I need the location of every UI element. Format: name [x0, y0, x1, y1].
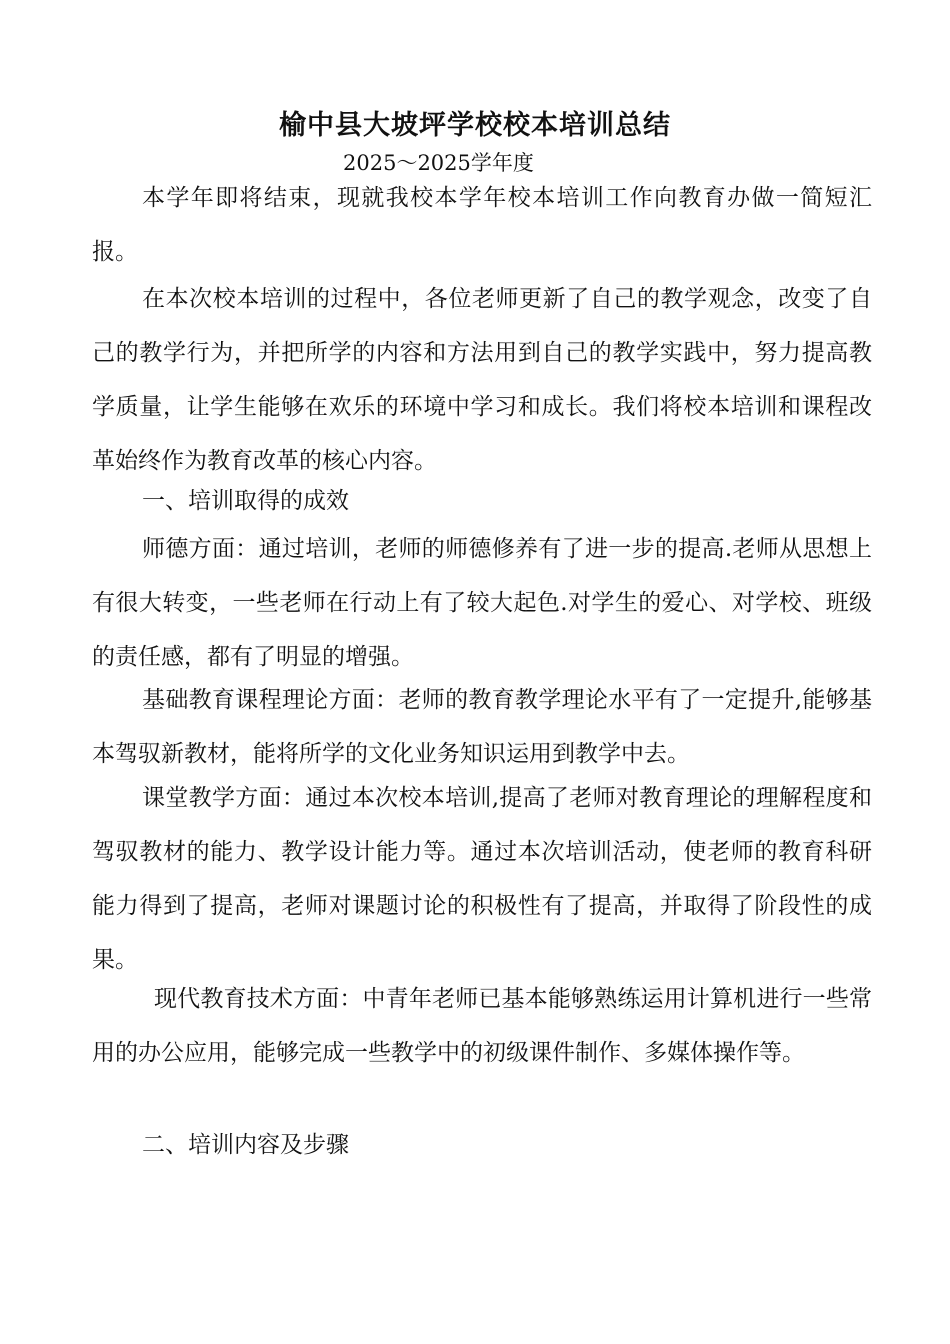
document-title: 榆中县大坡坪学校校本培训总结: [279, 110, 671, 141]
classroom-teaching-paragraph: 课堂教学方面：通过本次校本培训,提高了老师对教育理论的理解程度和驾驭教材的能力、教学设计能力等。通过本次培训活动，使老师的教育科研能力得到了提高，老师对课题讨论的积极性有了提高，并取得了阶段性的成果。: [92, 785, 872, 973]
section-heading-content: 二、培训内容及步骤: [142, 1132, 349, 1158]
document-subtitle: 2025～2025学年度: [343, 151, 534, 175]
overview-paragraph: 在本次校本培训的过程中，各位老师更新了自己的教学观念，改变了自己的教学行为，并把所学的内容和方法用到自己的教学实践中，努力提高教学质量，让学生能够在欢乐的环境中学习和成长。我们将校本培训和课程改革始终作为教育改革的核心内容。: [92, 286, 872, 474]
section-heading-results: 一、培训取得的成效: [142, 488, 349, 514]
intro-paragraph: 本学年即将结束，现就我校本学年校本培训工作向教育办做一简短汇报。: [92, 185, 872, 265]
technology-paragraph: 现代教育技术方面：中青年老师已基本能够熟练运用计算机进行一些常用的办公应用，能够完成一些教学中的初级课件制作、多媒体操作等。: [92, 986, 872, 1066]
ethics-paragraph: 师德方面：通过培训，老师的师德修养有了进一步的提高.老师从思想上有很大转变，一些老师在行动上有了较大起色.对学生的爱心、对学校、班级的责任感，都有了明显的增强。: [92, 536, 872, 670]
curriculum-theory-paragraph: 基础教育课程理论方面：老师的教育教学理论水平有了一定提升,能够基本驾驭新教材，能将所学的文化业务知识运用到教学中去。: [92, 687, 872, 767]
